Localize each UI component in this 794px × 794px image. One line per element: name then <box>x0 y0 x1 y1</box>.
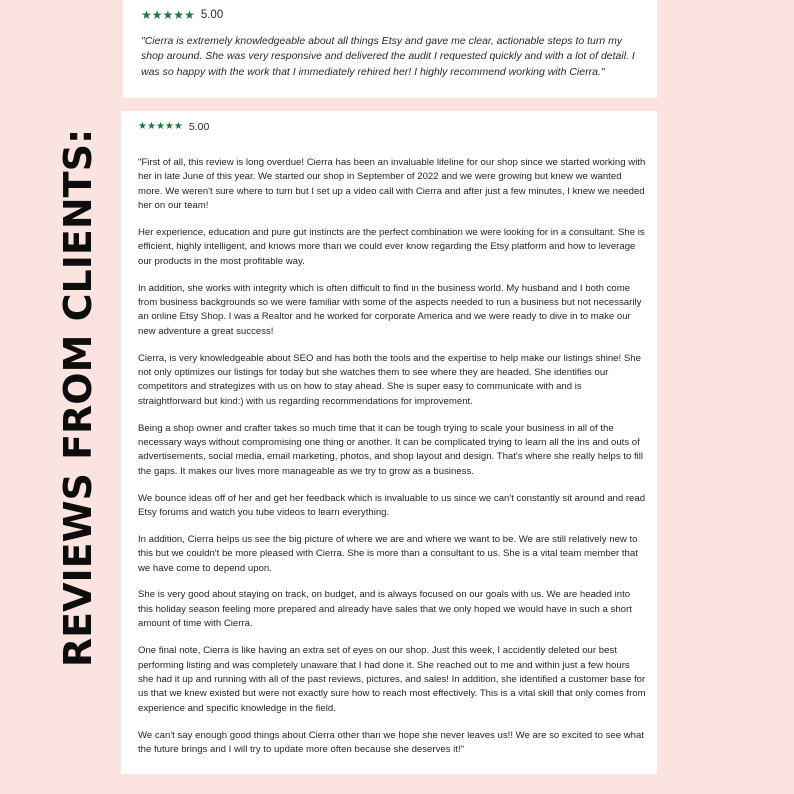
review-paragraph: We can't say enough good things about Cierra other than we hope she never leaves us!! We are so excited to see what the future brings and I will try to update more often because she deserves it!" <box>138 729 644 755</box>
star-icon: ★ <box>162 8 174 22</box>
rating-row <box>138 121 209 133</box>
review-paragraph: "First of all, this review is long overdue! Cierra has been an invaluable lifeline for our shop since we started working with her in late June of this year. We started our shop in September of 2022 and we were growing but knew we wanted more. We weren't sure where to turn but I set up a video call with Cierra and after just a few minutes, I knew we needed her on our team! <box>138 157 646 212</box>
star-rating <box>138 122 183 132</box>
star-icon: ★ <box>184 8 195 22</box>
rating-score: 5.00 <box>200 9 224 21</box>
rating-score: 5.00 <box>188 121 210 133</box>
review-card-1 <box>123 0 657 98</box>
star-icon: ★ <box>155 121 165 132</box>
review-paragraph: She is very good about staying on track, on budget, and is always focused on our goals with us. We are headed into this holiday season feeling more prepared and already have sales that we only hoped we would have in such a short amount of time with Cierra. <box>138 589 632 630</box>
star-icon: ★ <box>138 121 147 132</box>
review-paragraph: Cierra, is very knowledgeable about SEO and has both the tools and the expertise to help make our listings shine! She not only optimizes our listings for today but she watches them to see where they are headed. She identifies our competitors and strategizes with us on how to stay ahead. She is super easy to communicate with and is straightforward but kind:) with us regarding recommendations for improvement. <box>138 352 641 407</box>
review-card-2 <box>121 111 657 774</box>
star-icon: ★ <box>141 8 152 22</box>
review-paragraph: In addition, she works with integrity which is often difficult to find in the business world. My husband and I both come from business backgrounds so we were familiar with some of the aspects needed to run a business but not necessarily an online Etsy Shop. I was a Realtor and he worked for corporate America and we were ready to dive in to make our new adventure a great success! <box>138 282 642 337</box>
side-title <box>54 128 102 667</box>
side-title-text: REVIEWS FROM CLIENTS: <box>56 128 100 667</box>
star-icon: ★ <box>146 121 156 132</box>
star-icon: ★ <box>151 8 163 22</box>
star-rating <box>141 9 195 21</box>
review-paragraph: We bounce ideas off of her and get her feedback which is invaluable to us since we can't constantly sit around and read Etsy forums and watch you tube videos to learn everything. <box>138 492 646 519</box>
review-paragraph: One final note, Cierra is like having an extra set of eyes on our shop. Just this week, I accidently deleted our best performing listing and was completely unaware that I had done it. She reached out to me and within just a few hours she had it up and running with all of the past reviews, pictures, and sales! In addition, she identified a customer base for us that we knew existed but were not exactly sure how to reach most effectively. This is a vital skill that only comes from experience and specific knowledge in the field. <box>138 645 646 714</box>
review-text: "Cierra is extremely knowledgeable about all things Etsy and gave me clear, actionable steps to turn my shop around. She was very responsive and delivered the audit I requested quickly and with a lot of detail. I was so happy with the work that I immediately rehired her! I highly recommend working with Cierra." <box>141 35 635 78</box>
star-icon: ★ <box>164 121 174 132</box>
review-paragraph: Her experience, education and pure gut instincts are the perfect combination we were looking for in a consultant. She is efficient, highly intelligent, and knows more than we could ever know regarding the Etsy platform and how to leverage our products in the most profitable way. <box>138 227 645 267</box>
star-icon: ★ <box>173 8 185 22</box>
rating-row <box>141 9 223 21</box>
review-paragraph: In addition, Cierra helps us see the big picture of where we are and where we want to be. We are still relatively new to this but we couldn't be more pleased with Cierra. She is more than a consultant to us. She is a vital team member that we have come to depend upon. <box>138 533 638 574</box>
star-icon: ★ <box>173 121 183 132</box>
review-body <box>138 156 646 770</box>
review-paragraph: Being a shop owner and crafter takes so much time that it can be tough trying to scale your business in all of the necessary ways without compromising one thing or another. It can be complicated trying to learn all the ins and outs of advertisements, social media, email marketing, photos, and shop layout and design. That's where she really helps to fill the gaps. It makes our lives more manageable as we try to grow as a business. <box>138 422 644 477</box>
